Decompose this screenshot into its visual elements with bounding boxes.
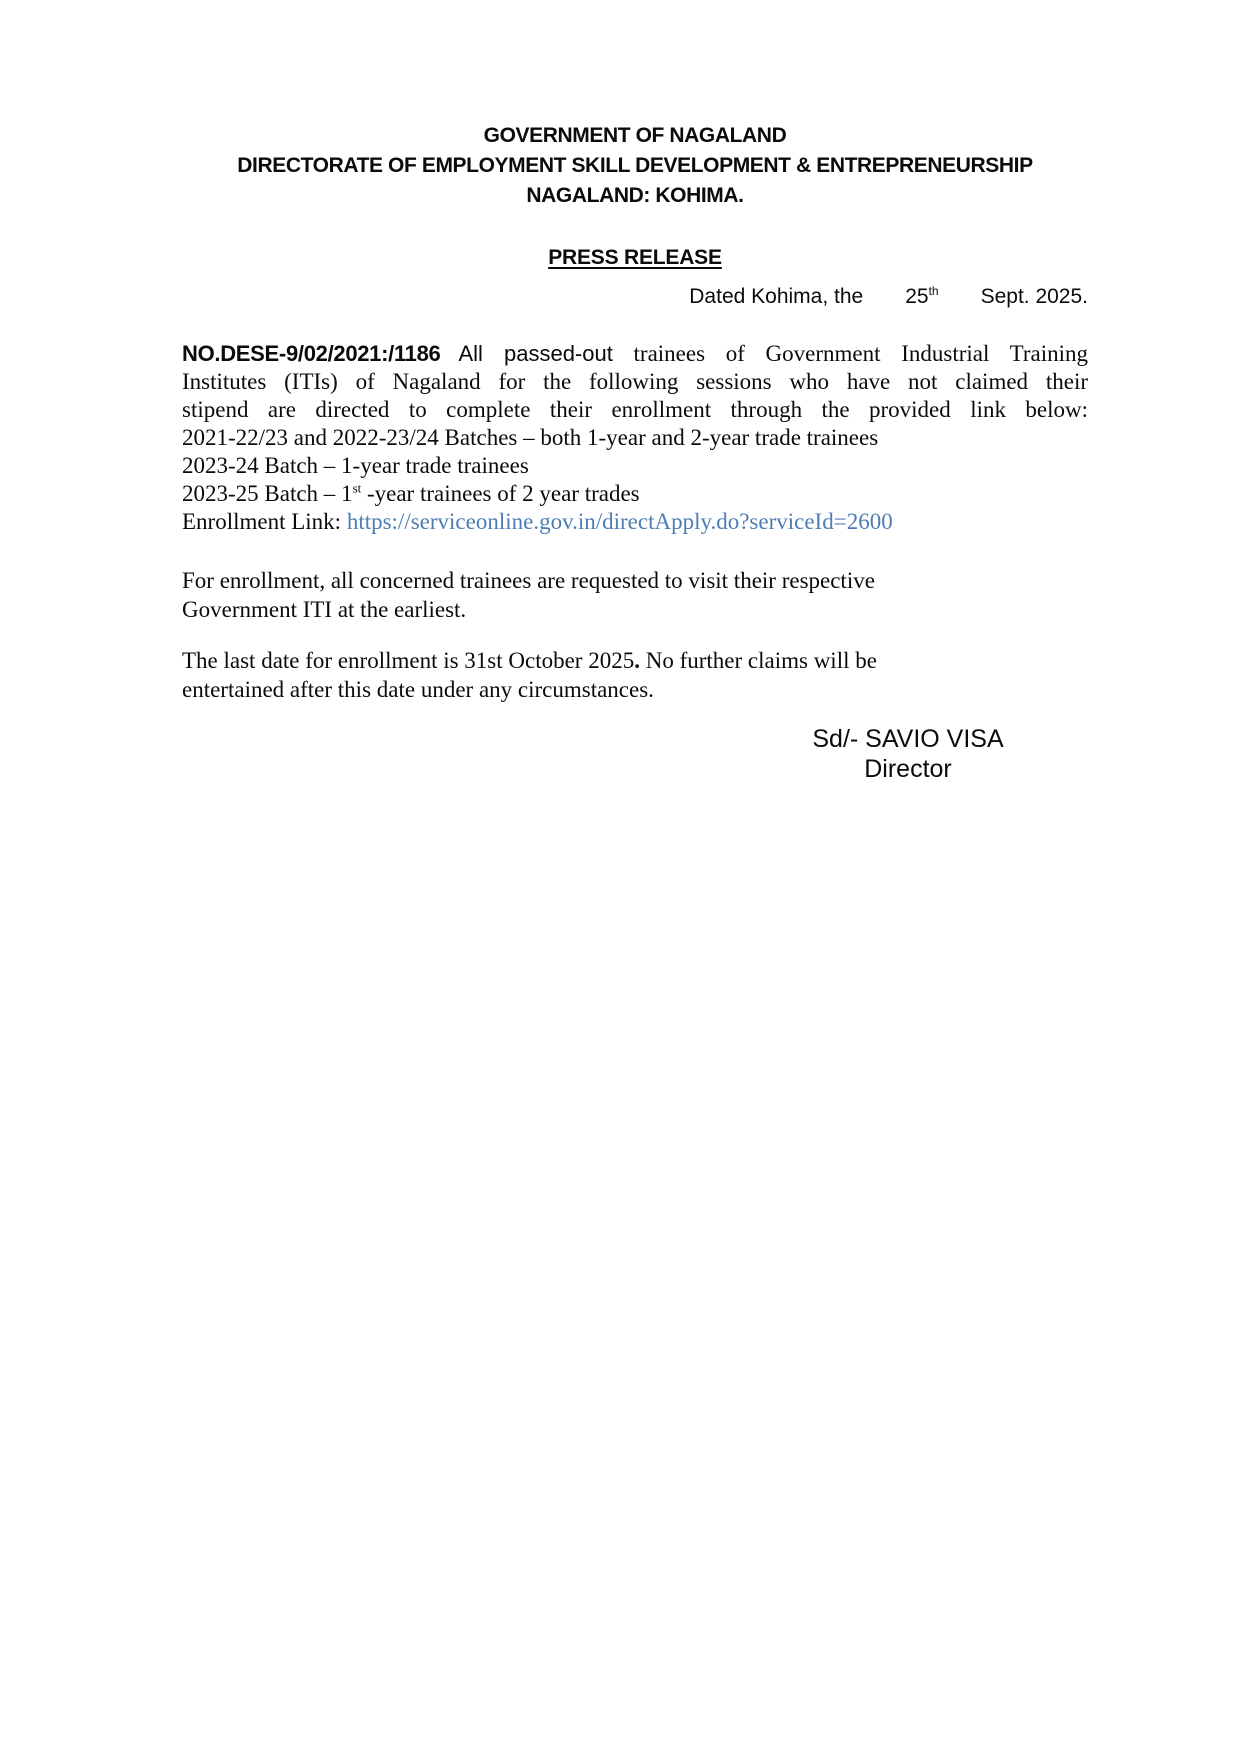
date-month-year: Sept. 2025. (980, 285, 1088, 308)
batch-line-post: -year trainees of 2 year trades (361, 481, 640, 506)
paragraph-line (182, 646, 1088, 675)
ordinal-suffix: st (352, 480, 362, 496)
batch-line-2023-24: 2023-24 Batch – 1-year trade trainees (182, 453, 529, 478)
batch-line-pre: 2023-25 Batch – 1 (182, 481, 353, 506)
signature-block (758, 724, 1058, 784)
intro-sans-text: All passed-out (458, 341, 613, 366)
letterhead (182, 121, 1088, 211)
paragraph-line (182, 340, 1088, 368)
deadline-paragraph (182, 646, 1088, 704)
paragraph-line: entertained after this date under any circumstances. (182, 677, 654, 702)
visit-paragraph (182, 566, 1088, 624)
signatory-name: Sd/- SAVIO VISA (812, 725, 1004, 753)
date-prefix: Dated Kohima, the (689, 285, 864, 308)
main-paragraph (182, 340, 1088, 536)
press-title-row (182, 243, 1088, 275)
reference-number: NO.DESE-9/02/2021:/1186 (182, 341, 441, 366)
paragraph-line: stipend are directed to complete their enrollment through the provided link below: (182, 397, 1088, 422)
signatory-title: Director (864, 755, 952, 783)
paragraph-line: Institutes (ITIs) of Nagaland for the following sessions who have not claimed their (182, 369, 1088, 394)
paragraph-line: Government ITI at the earliest. (182, 597, 467, 622)
government-name: GOVERNMENT OF NAGALAND (483, 124, 787, 147)
enrollment-link-label: Enrollment Link: (182, 509, 347, 534)
intro-serif-text: trainees of Government Industrial Training (633, 341, 1089, 366)
enrollment-link-line (182, 508, 1088, 536)
press-release-title: PRESS RELEASE (548, 246, 722, 269)
enrollment-link[interactable]: https://serviceonline.gov.in/directApply.do?serviceId=2600 (346, 509, 893, 534)
date-day: 25 (905, 285, 929, 308)
date-day-suffix: th (928, 284, 939, 298)
deadline-text-cont: No further claims will be (639, 648, 877, 673)
batch-line-2023-25 (182, 480, 1088, 508)
bold-period: . (634, 648, 640, 673)
location-line: NAGALAND: KOHIMA. (526, 184, 744, 207)
date-line (182, 282, 1088, 312)
directorate-name: DIRECTORATE OF EMPLOYMENT SKILL DEVELOPMENT & ENTREPRENEURSHIP (237, 154, 1033, 177)
batch-line-2021: 2021-22/23 and 2022-23/24 Batches – both 1-year and 2-year trade trainees (182, 425, 879, 450)
paragraph-line: For enrollment, all concerned trainees are requested to visit their respective (182, 568, 875, 593)
deadline-text: The last date for enrollment is 31st October 2025 (182, 648, 635, 673)
